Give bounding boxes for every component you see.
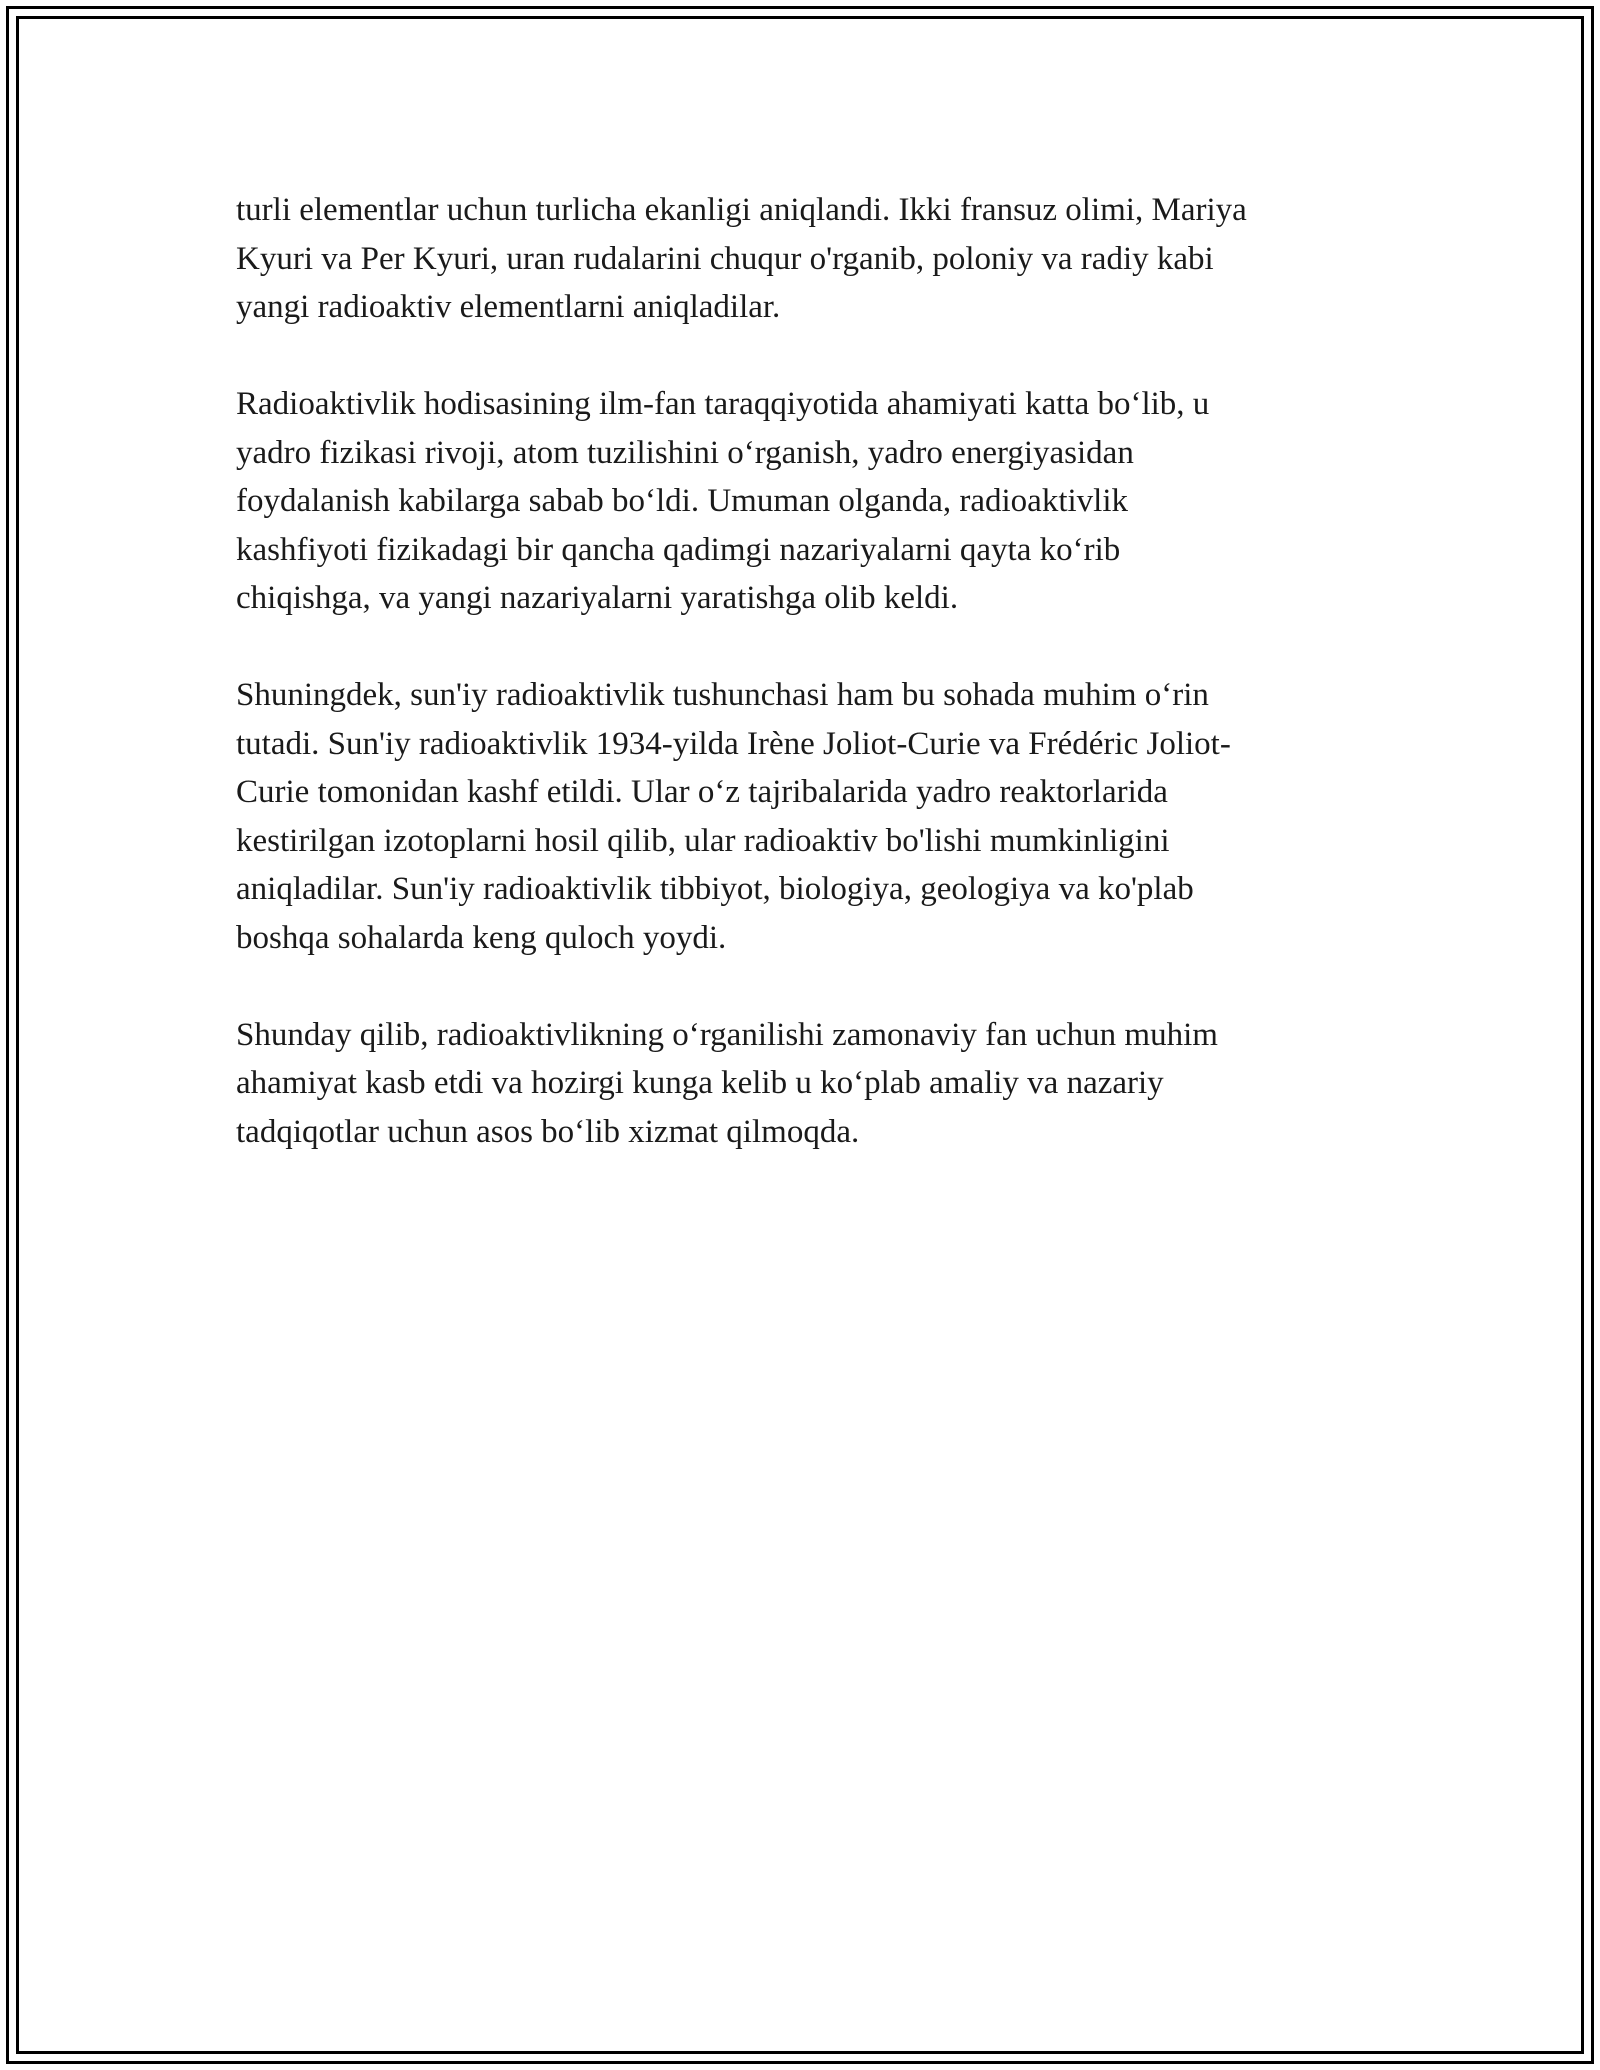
text-line: turli elementlar uchun turlicha ekanligi aniqlandi. Ikki fransuz olimi, Mariya [236, 192, 1247, 228]
paragraph-3 [236, 671, 1376, 962]
text-line: kashfiyoti fizikadagi bir qancha qadimgi nazariyalarni qayta ko‘rib [236, 531, 1121, 568]
text-line: chiqishga, va yangi nazariyalarni yaratishga olib keldi. [236, 580, 959, 616]
text-line: yangi radioaktiv elementlarni aniqladilar. [236, 289, 781, 325]
text-line: Kyuri va Per Kyuri, uran rudalarini chuqur o'rganib, poloniy va radiy kabi [236, 240, 1214, 277]
text-line: foydalanish kabilarga sabab bo‘ldi. Umuman olganda, radioaktivlik [236, 483, 1128, 519]
text-line: kestirilgan izotoplarni hosil qilib, ular radioaktiv bo'lishi mumkinligini [236, 822, 1170, 859]
text-line: yadro fizikasi rivoji, atom tuzilishini o‘rganish, yadro energiyasidan [236, 434, 1134, 471]
text-line: aniqladilar. Sun'iy radioaktivlik tibbiyot, biologiya, geologiya va ko'plab [236, 871, 1194, 907]
paragraph-1 [236, 186, 1376, 332]
text-line: tadqiqotlar uchun asos bo‘lib xizmat qilmoqda. [236, 1113, 860, 1150]
text-line: boshqa sohalarda keng quloch yoydi. [236, 919, 727, 956]
text-line: Curie tomonidan kashf etildi. Ular o‘z tajribalarida yadro reaktorlarida [236, 774, 1168, 810]
text-line: tutadi. Sun'iy radioaktivlik 1934-yilda Irène Joliot-Curie va Frédéric Joliot- [236, 725, 1231, 762]
paragraph-4 [236, 1011, 1376, 1157]
document-body [236, 186, 1376, 1205]
text-line: Shuningdek, sun'iy radioaktivlik tushunchasi ham bu sohada muhim o‘rin [236, 677, 1209, 713]
text-line: Shunday qilib, radioaktivlikning o‘rganilishi zamonaviy fan uchun muhim [236, 1016, 1218, 1053]
paragraph-2 [236, 380, 1376, 623]
text-line: Radioaktivlik hodisasining ilm-fan taraqqiyotida ahamiyati katta bo‘lib, u [236, 386, 1210, 422]
text-line: ahamiyat kasb etdi va hozirgi kunga kelib u ko‘plab amaliy va nazariy [236, 1065, 1164, 1101]
